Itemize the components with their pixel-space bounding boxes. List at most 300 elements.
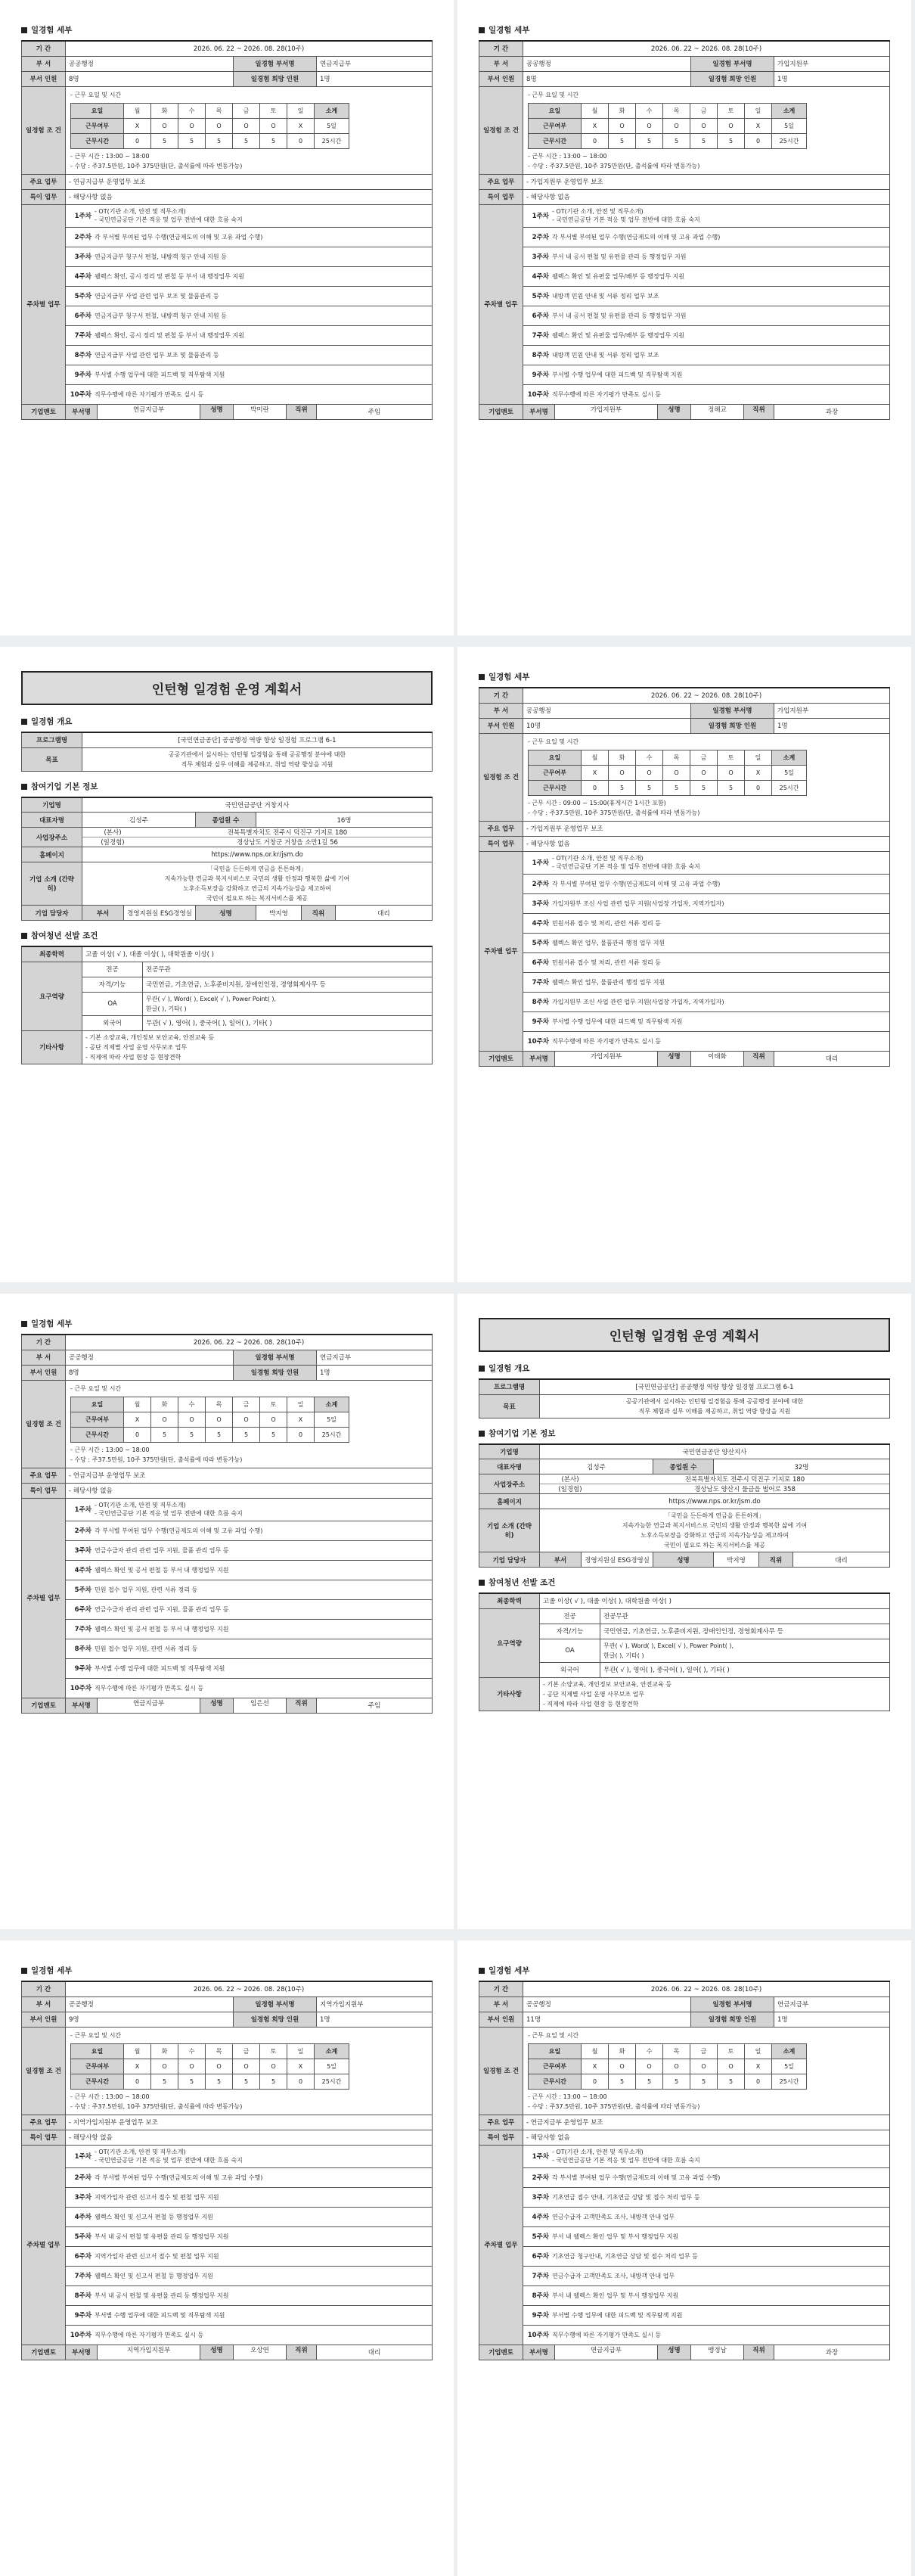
hours-cell: 5 bbox=[718, 780, 745, 795]
day-cell: 수 bbox=[178, 2043, 206, 2059]
week-row bbox=[22, 325, 433, 345]
hours-cell: 0 bbox=[582, 780, 609, 795]
week-row bbox=[479, 2167, 890, 2187]
week-task: - OT(기관 소개, 안전 및 직무소개) - 국민연금공단 기본 적응 및 업무 전반에 대한 흐름 숙지 bbox=[95, 2149, 243, 2164]
week-task: 연금수급자 관리 관련 업무 지원, 물품 관리 업무 등 bbox=[95, 1546, 229, 1554]
work-cell: X bbox=[582, 2059, 609, 2074]
week-task: 각 부서별 부여된 업무 수행(연금제도의 이해 및 고유 과업 수행) bbox=[552, 233, 721, 241]
day-cell: 수 bbox=[636, 103, 663, 118]
work-cell: O bbox=[609, 118, 636, 133]
week-number: 10주차 bbox=[527, 2332, 549, 2339]
day-cell: 일 bbox=[287, 2043, 315, 2059]
square-bullet-icon bbox=[479, 1431, 485, 1437]
week-row bbox=[479, 365, 890, 384]
work-cell: O bbox=[690, 118, 718, 133]
week-row bbox=[22, 1580, 433, 1599]
hours-cell: 5 bbox=[260, 2074, 287, 2089]
homepage-link[interactable]: https://www.nps.or.kr/jsm.do bbox=[540, 1494, 890, 1509]
week-row bbox=[22, 1639, 433, 1658]
overview-table: 프로그램명 [국민연금공단] 공공행정 역량 향상 일경험 프로그램 6-1 목표 공공기관에서 실시하는 인턴형 일경험을 통해 공공행정 분야에 대한 직무 체험과 실무 이해를 제공하고, 취업 역량 향상을 지원 bbox=[479, 1378, 890, 1419]
week-row bbox=[479, 247, 890, 266]
week-number: 6주차 bbox=[74, 312, 92, 320]
day-cell: 월 bbox=[582, 2043, 609, 2059]
week-row bbox=[479, 874, 890, 893]
hours-cell: 5 bbox=[233, 1427, 260, 1442]
day-cell: 일 bbox=[287, 103, 315, 118]
work-cell: O bbox=[233, 2059, 260, 2074]
week-task: 기초연금 접수 안내, 기초연금 상담 및 접수 처리 업무 등 bbox=[552, 2193, 700, 2201]
week-number: 8주차 bbox=[74, 2292, 92, 2300]
section-title: 참여청년 선발 조건 bbox=[479, 1577, 890, 1588]
work-cell: O bbox=[178, 1412, 206, 1427]
week-row bbox=[22, 2167, 433, 2187]
week-task: 부서별 수행 업무에 대한 피드백 및 직무탐색 지원 bbox=[95, 2311, 225, 2319]
week-number: 2주차 bbox=[532, 881, 549, 888]
work-cell: O bbox=[206, 2059, 233, 2074]
week-task: 직무수행에 따른 자기평가 만족도 실시 등 bbox=[552, 390, 662, 398]
hours-cell: 5 bbox=[718, 2074, 745, 2089]
work-cell: X bbox=[287, 1412, 315, 1427]
section-title: 일경험 세부 bbox=[479, 24, 890, 36]
week-number: 6주차 bbox=[532, 959, 549, 967]
week-task: 직무수행에 따른 자기평가 만족도 실시 등 bbox=[95, 2331, 204, 2338]
schedule-table: 요일 월 화 수 목 금 토 일 소계 근무여부 X O O O O O X 5일 근무시간 0 5 5 5 5 5 0 25시간 bbox=[528, 2043, 807, 2090]
week-number: 2주차 bbox=[74, 1527, 92, 1535]
week-task: 웰렉스 확인 및 유편물 업무/배부 등 행정업무 지원 bbox=[552, 272, 685, 280]
week-row: 주차별 업무 1주차 - OT(기관 소개, 안전 및 직무소개) - 국민연금공단 기본 적응 및 업무 전반에 대한 흐름 숙지 bbox=[22, 1498, 433, 1521]
week-row bbox=[479, 1011, 890, 1031]
schedule-table: 요일 월 화 수 목 금 토 일 소계 근무여부 X O O O O O X 5일 근무시간 0 5 5 5 5 5 0 25시간 bbox=[528, 750, 807, 796]
hours-cell: 5 bbox=[690, 133, 718, 148]
week-row bbox=[479, 913, 890, 933]
section-title: 일경험 개요 bbox=[21, 716, 433, 727]
week-task: 연금지급부 사업 관련 업무 보조 및 물품관리 등 bbox=[95, 351, 219, 359]
week-number: 2주차 bbox=[532, 2174, 549, 2182]
work-cell: X bbox=[745, 2059, 772, 2074]
week-row bbox=[479, 2285, 890, 2305]
square-bullet-icon bbox=[479, 1580, 485, 1586]
week-row bbox=[479, 2305, 890, 2325]
day-cell: 일 bbox=[745, 750, 772, 765]
detail-table: 기 간 2026. 06. 22 ~ 2026. 08. 28(10주) 부 서 공공행정 일경험 부서명 연금지급부 부서 인원 8명 일경험 희망 인원 1명 일경험 조 건 - 근무 요일 및 시간 요일 월 화 수 목 금 토 일 소계 근무여부 X O O O O O X 5일 근무시간 0 5 5 5 5 5 0 25시간 - 근무 시간 : 13:00 ~ 18:00 - 수당 : 주37.5만원, 10주 375만원(단, 출석률에 따라 변동가능) 주요 업무 - 연금지급부 운영업무 보조 특이 업무 - 해당사항 없음 주차별 업무 1주차 - OT(기관 소개, 안전 및 직무소개) - 국민연금공단 기본 적응 및 업무 전반에 대한 흐름 숙지 2주차 각 부서별 부여된 업무 수행(연금제도의 이해 및 고유 과업 수행) 3주차 연금지급부 청구서 편철, 내방객 청구 안내 지원 등 4주차 웰렉스 확인, 공시 정리 및 편철 등 부서 내 행정업무 지원 5주차 연금지급부 사업 관련 업무 보조 및 물품관리 등 6주차 연금지급부 청구서 편철, 내방객 청구 안내 지원 등 7주차 웰렉스 확인, 공시 정리 및 편철 등 부서 내 행정업무 지원 8주차 연금지급부 사업 관련 업무 보조 및 물품관리 등 9주차 부서별 수행 업무에 대한 피드백 및 직무탐색 지원 10주차 직무수행에 따른 자기평가 만족도 실시 등 기업멘토 부서명 연금지급부 성명 박미란 직위 주임 bbox=[21, 40, 433, 420]
section-title: 일경험 세부 bbox=[21, 24, 433, 36]
section-title: 참여기업 기본 정보 bbox=[479, 1428, 890, 1439]
day-cell: 목 bbox=[206, 1397, 233, 1412]
week-row bbox=[479, 972, 890, 992]
square-bullet-icon bbox=[21, 27, 27, 33]
week-number: 1주차 bbox=[74, 1506, 92, 1514]
work-cell: X bbox=[745, 765, 772, 780]
section-title: 일경험 세부 bbox=[479, 1965, 890, 1976]
work-cell: O bbox=[151, 118, 178, 133]
square-bullet-icon bbox=[479, 674, 485, 680]
week-task: 직무수행에 따른 자기평가 만족도 실시 등 bbox=[95, 1684, 204, 1692]
schedule-table: 요일 월 화 수 목 금 토 일 소계 근무여부 X O O O O O X 5일 근무시간 0 5 5 5 5 5 0 25시간 bbox=[528, 103, 807, 149]
day-cell: 수 bbox=[636, 750, 663, 765]
week-task: 직무수행에 따른 자기평가 만족도 실시 등 bbox=[552, 1037, 662, 1045]
section-title: 일경험 개요 bbox=[479, 1363, 890, 1374]
work-cell: O bbox=[718, 118, 745, 133]
week-number: 10주차 bbox=[70, 2332, 92, 2339]
day-cell: 금 bbox=[690, 750, 718, 765]
week-number: 5주차 bbox=[532, 940, 549, 947]
hours-cell: 5 bbox=[690, 2074, 718, 2089]
schedule-table: 요일 월 화 수 목 금 토 일 소계 근무여부 X O O O O O X 5일 근무시간 0 5 5 5 5 5 0 25시간 bbox=[70, 103, 349, 149]
day-cell: 월 bbox=[124, 2043, 151, 2059]
hours-cell: 5 bbox=[636, 133, 663, 148]
hours-cell: 5 bbox=[718, 133, 745, 148]
work-cell: O bbox=[206, 118, 233, 133]
hours-cell: 0 bbox=[287, 133, 315, 148]
week-task: 부서별 수행 업무에 대한 피드백 및 직무탐색 지원 bbox=[95, 371, 225, 378]
work-cell: O bbox=[260, 2059, 287, 2074]
preference-table: 최종학력 고졸 이상( √ ), 대졸 이상( ), 대학원졸 이상( ) 요구역량 전공 전공무관 자격/기능 국민연금, 기초연금, 노후준비지원, 장애인인정, 경영회계사무 등 OA 무관( √ ), Word( ), Excel( √ ), Power Point( ), 한글( ), 기타( ) 외국어 무관( √ ), 영어( ), 중국어( ), 일어( ), 기타( ) 기타사항 - 기본 소양교육, 개인정보 보안교육, 안전교육 등 - 공단 직제별 사업 운영 사무보조 업무 - 직제에 따라 사업 현장 등 현장견학 bbox=[21, 946, 433, 1064]
square-bullet-icon bbox=[21, 933, 27, 939]
week-number: 8주차 bbox=[532, 999, 549, 1006]
week-task: 부서 내 공서 편철 및 유편물 관리 등 행정업무 지원 bbox=[95, 2292, 229, 2299]
week-row bbox=[479, 2226, 890, 2246]
section-title: 참여청년 선발 조건 bbox=[21, 930, 433, 941]
week-task: 웰렉스 확인 및 유편물 업무/배부 등 행정업무 지원 bbox=[552, 331, 685, 339]
work-cell: O bbox=[178, 118, 206, 133]
week-task: 연금지급부 청구서 편철, 내방객 청구 안내 지원 등 bbox=[95, 253, 227, 260]
work-cell: O bbox=[663, 2059, 690, 2074]
page-title: 인턴형 일경험 운영 계획서 bbox=[479, 1318, 890, 1352]
week-row bbox=[479, 2246, 890, 2266]
week-task: 웰렉스 확인 및 신고서 편철 등 행정업무 지원 bbox=[95, 2272, 213, 2279]
section-title: 일경험 세부 bbox=[21, 1965, 433, 1976]
week-row bbox=[22, 345, 433, 365]
hours-cell: 5 bbox=[636, 780, 663, 795]
hours-cell: 5 bbox=[609, 780, 636, 795]
week-number: 9주차 bbox=[532, 371, 549, 379]
plan-page bbox=[0, 647, 454, 1282]
day-cell: 수 bbox=[178, 1397, 206, 1412]
day-cell: 금 bbox=[690, 2043, 718, 2059]
square-bullet-icon bbox=[479, 1968, 485, 1974]
week-number: 3주차 bbox=[74, 2194, 92, 2202]
hours-cell: 5 bbox=[260, 133, 287, 148]
detail-page bbox=[0, 1941, 454, 2576]
week-row bbox=[22, 286, 433, 306]
plan-page bbox=[458, 1294, 911, 1929]
day-cell: 토 bbox=[260, 1397, 287, 1412]
work-cell: O bbox=[609, 2059, 636, 2074]
week-number: 2주차 bbox=[532, 234, 549, 241]
hours-cell: 0 bbox=[745, 780, 772, 795]
hours-cell: 5 bbox=[690, 780, 718, 795]
week-row bbox=[479, 325, 890, 345]
week-task: 부서 내 웰렉스 확인 업무 및 부서 행정업무 지원 bbox=[552, 2233, 679, 2240]
week-number: 7주차 bbox=[532, 2273, 549, 2280]
week-task: 직무수행에 따른 자기평가 만족도 실시 등 bbox=[95, 390, 204, 398]
week-task: 민원 접수 업무 지원, 관련 서류 정리 등 bbox=[95, 1645, 198, 1652]
work-cell: O bbox=[690, 2059, 718, 2074]
hours-cell: 5 bbox=[178, 2074, 206, 2089]
detail-table: 기 간 2026. 06. 22 ~ 2026. 08. 28(10주) 부 서 공공행정 일경험 부서명 가입지원부 부서 인원 8명 일경험 희망 인원 1명 일경험 조 건 - 근무 요일 및 시간 요일 월 화 수 목 금 토 일 소계 근무여부 X O O O O O X 5일 근무시간 0 5 5 5 5 5 0 25시간 - 근무 시간 : 13:00 ~ 18:00 - 수당 : 주37.5만원, 10주 375만원(단, 출석률에 따라 변동가능) 주요 업무 - 가입지원부 운영업무 보조 특이 업무 - 해당사항 없음 주차별 업무 1주차 - OT(기관 소개, 안전 및 직무소개) - 국민연금공단 기본 적응 및 업무 전반에 대한 흐름 숙지 2주차 각 부서별 부여된 업무 수행(연금제도의 이해 및 고유 과업 수행) 3주차 부서 내 공서 편철 및 유편물 관리 등 행정업무 지원 4주차 웰렉스 확인 및 유편물 업무/배부 등 행정업무 지원 5주차 내방객 민원 안내 및 서류 정리 업무 보조 6주차 부서 내 공서 편철 및 유편물 관리 등 행정업무 지원 7주차 웰렉스 확인 및 유편물 업무/배부 등 행정업무 지원 8주차 내방객 민원 안내 및 서류 정리 업무 보조 9주차 부서별 수행 업무에 대한 피드백 및 직무탐색 지원 10주차 직무수행에 따른 자기평가 만족도 실시 등 기업멘토 부서명 가입지원부 성명 정해교 직위 과장 bbox=[479, 40, 890, 420]
work-cell: O bbox=[609, 765, 636, 780]
day-cell: 목 bbox=[206, 2043, 233, 2059]
week-row bbox=[22, 2266, 433, 2285]
week-number: 5주차 bbox=[74, 293, 92, 300]
week-row bbox=[479, 2325, 890, 2345]
week-task: 연금지급부 사업 관련 업무 보조 및 물품관리 등 bbox=[95, 292, 219, 300]
week-row bbox=[22, 1619, 433, 1639]
hours-cell: 0 bbox=[287, 2074, 315, 2089]
week-row bbox=[22, 306, 433, 325]
week-task: 연금수급자 고객만족도 조사, 내방객 안내 업무 bbox=[552, 2272, 675, 2279]
week-number: 7주차 bbox=[532, 332, 549, 340]
week-number: 2주차 bbox=[74, 234, 92, 241]
work-cell: O bbox=[151, 2059, 178, 2074]
week-row bbox=[479, 893, 890, 913]
day-cell: 토 bbox=[260, 103, 287, 118]
square-bullet-icon bbox=[21, 1968, 27, 1974]
hours-cell: 5 bbox=[206, 1427, 233, 1442]
week-number: 6주차 bbox=[532, 2253, 549, 2261]
page-title: 인턴형 일경험 운영 계획서 bbox=[21, 671, 433, 705]
hours-cell: 5 bbox=[233, 2074, 260, 2089]
hours-cell: 5 bbox=[151, 2074, 178, 2089]
week-task: 내방객 민원 안내 및 서류 정리 업무 보조 bbox=[552, 351, 659, 359]
week-number: 1주차 bbox=[532, 859, 549, 867]
week-row bbox=[22, 2207, 433, 2226]
day-cell: 화 bbox=[151, 1397, 178, 1412]
week-number: 4주차 bbox=[74, 273, 92, 281]
work-cell: O bbox=[260, 118, 287, 133]
day-cell: 목 bbox=[663, 750, 690, 765]
work-cell: O bbox=[206, 1412, 233, 1427]
week-number: 10주차 bbox=[70, 391, 92, 399]
week-row bbox=[479, 306, 890, 325]
hours-cell: 0 bbox=[124, 1427, 151, 1442]
work-cell: X bbox=[287, 2059, 315, 2074]
work-cell: X bbox=[124, 1412, 151, 1427]
week-row bbox=[22, 227, 433, 247]
day-cell: 금 bbox=[690, 103, 718, 118]
week-task: 각 부서별 부여된 업무 수행(연금제도의 이해 및 고유 과업 수행) bbox=[95, 2174, 263, 2181]
week-task: 연금수급자 고객만족도 조사, 내방객 안내 업무 bbox=[552, 2213, 675, 2220]
week-row bbox=[479, 992, 890, 1011]
week-row bbox=[479, 952, 890, 972]
week-number: 3주차 bbox=[532, 2194, 549, 2202]
week-task: - OT(기관 소개, 안전 및 직무소개) - 국민연금공단 기본 적응 및 업무 전반에 대한 흐름 숙지 bbox=[552, 855, 700, 870]
work-cell: O bbox=[636, 118, 663, 133]
day-cell: 화 bbox=[609, 2043, 636, 2059]
week-number: 2주차 bbox=[74, 2174, 92, 2182]
week-number: 4주차 bbox=[74, 2214, 92, 2221]
week-task: - OT(기관 소개, 안전 및 직무소개) - 국민연금공단 기본 적응 및 업무 전반에 대한 흐름 숙지 bbox=[95, 1502, 243, 1517]
detail-page bbox=[458, 647, 911, 1282]
hours-cell: 5 bbox=[206, 133, 233, 148]
work-cell: O bbox=[718, 765, 745, 780]
week-number: 5주차 bbox=[74, 1586, 92, 1594]
week-task: 지역가입자 관련 신고서 접수 및 편철 업무 지원 bbox=[95, 2252, 219, 2260]
work-cell: O bbox=[178, 2059, 206, 2074]
day-cell: 목 bbox=[663, 103, 690, 118]
week-number: 8주차 bbox=[532, 2292, 549, 2300]
week-number: 8주차 bbox=[74, 1645, 92, 1653]
day-cell: 금 bbox=[233, 2043, 260, 2059]
work-cell: O bbox=[663, 765, 690, 780]
week-row bbox=[479, 2207, 890, 2226]
day-cell: 토 bbox=[718, 2043, 745, 2059]
week-number: 10주차 bbox=[527, 1038, 549, 1046]
homepage-link[interactable]: https://www.nps.or.kr/jsm.do bbox=[82, 847, 433, 862]
work-cell: X bbox=[287, 118, 315, 133]
hours-cell: 0 bbox=[745, 2074, 772, 2089]
day-cell: 월 bbox=[124, 103, 151, 118]
week-row bbox=[479, 2266, 890, 2285]
hours-cell: 5 bbox=[206, 2074, 233, 2089]
week-task: 웰렉스 확인 업무, 물품관리 행정 업무 지원 bbox=[552, 939, 665, 946]
week-task: 민원 접수 업무 지원, 관련 서류 정리 등 bbox=[95, 1586, 198, 1593]
week-number: 8주차 bbox=[532, 352, 549, 359]
week-task: 연금수급자 관리 관련 업무 지원, 물품 관리 업무 등 bbox=[95, 1605, 229, 1613]
week-row bbox=[479, 2187, 890, 2207]
week-row bbox=[22, 1540, 433, 1560]
week-number: 9주차 bbox=[74, 2312, 92, 2320]
week-number: 7주차 bbox=[532, 979, 549, 987]
week-row bbox=[479, 384, 890, 404]
week-row bbox=[22, 2285, 433, 2305]
week-task: 각 부서별 부여된 업무 수행(연금제도의 이해 및 고유 과업 수행) bbox=[95, 1527, 263, 1534]
week-number: 3주차 bbox=[74, 253, 92, 261]
week-task: 각 부서별 부여된 업무 수행(연금제도의 이해 및 고유 과업 수행) bbox=[552, 2174, 721, 2181]
week-number: 3주차 bbox=[532, 253, 549, 261]
work-cell: O bbox=[718, 2059, 745, 2074]
day-cell: 일 bbox=[287, 1397, 315, 1412]
week-task: 기초연금 청구안내, 기초연금 상담 및 접수 처리 업무 등 bbox=[552, 2252, 698, 2260]
detail-page bbox=[0, 0, 454, 635]
week-row: 주차별 업무 1주차 - OT(기관 소개, 안전 및 직무소개) - 국민연금공단 기본 적응 및 업무 전반에 대한 흐름 숙지 bbox=[479, 204, 890, 227]
week-row bbox=[479, 266, 890, 286]
hours-cell: 0 bbox=[287, 1427, 315, 1442]
hours-cell: 5 bbox=[663, 133, 690, 148]
detail-page bbox=[458, 1941, 911, 2576]
hours-cell: 0 bbox=[124, 133, 151, 148]
week-task: - OT(기관 소개, 안전 및 직무소개) - 국민연금공단 기본 적응 및 업무 전반에 대한 흐름 숙지 bbox=[95, 208, 243, 223]
week-row bbox=[479, 227, 890, 247]
hours-cell: 5 bbox=[260, 1427, 287, 1442]
square-bullet-icon bbox=[479, 27, 485, 33]
week-row bbox=[22, 2187, 433, 2207]
section-title: 참여기업 기본 정보 bbox=[21, 781, 433, 792]
week-row bbox=[22, 1678, 433, 1698]
work-cell: O bbox=[233, 1412, 260, 1427]
work-cell: O bbox=[663, 118, 690, 133]
work-cell: O bbox=[636, 765, 663, 780]
section-title: 일경험 세부 bbox=[479, 671, 890, 682]
detail-table: 기 간 2026. 06. 22 ~ 2026. 08. 28(10주) 부 서 공공행정 일경험 부서명 연금지급부 부서 인원 11명 일경험 희망 인원 1명 일경험 조 건 - 근무 요일 및 시간 요일 월 화 수 목 금 토 일 소계 근무여부 X O O O O O X 5일 근무시간 0 5 5 5 5 5 0 25시간 - 근무 시간 : 13:00 ~ 18:00 - 수당 : 주37.5만원, 10주 375만원(단, 출석률에 따라 변동가능) 주요 업무 - 연금지급부 운영업무 보조 특이 업무 - 해당사항 없음 주차별 업무 1주차 - OT(기관 소개, 안전 및 직무소개) - 국민연금공단 기본 적응 및 업무 전반에 대한 흐름 숙지 2주차 각 부서별 부여된 업무 수행(연금제도의 이해 및 고유 과업 수행) 3주차 기초연금 접수 안내, 기초연금 상담 및 접수 처리 업무 등 4주차 연금수급자 고객만족도 조사, 내방객 안내 업무 5주차 부서 내 웰렉스 확인 업무 및 부서 행정업무 지원 6주차 기초연금 청구안내, 기초연금 상담 및 접수 처리 업무 등 7주차 연금수급자 고객만족도 조사, 내방객 안내 업무 8주차 부서 내 웰렉스 확인 업무 및 부서 행정업무 지원 9주차 부서별 수행 업무에 대한 피드백 및 직무탐색 지원 10주차 직무수행에 따른 자기평가 만족도 실시 등 기업멘토 부서명 연금지급부 성명 맹정남 직위 과장 bbox=[479, 1981, 890, 2360]
week-row bbox=[22, 2325, 433, 2345]
work-cell: X bbox=[745, 118, 772, 133]
week-task: 부서별 수행 업무에 대한 피드백 및 직무탐색 지원 bbox=[95, 1664, 225, 1672]
week-number: 6주차 bbox=[74, 1606, 92, 1614]
week-number: 3주차 bbox=[74, 1547, 92, 1555]
week-task: 웰렉스 확인 및 공서 편철 등 부서 내 행정업무 지원 bbox=[95, 1566, 229, 1574]
week-number: 7주차 bbox=[74, 332, 92, 340]
week-task: 가입자원부 조신 사업 관련 업무 지원(사업장 가입자, 지역가입자) bbox=[552, 900, 724, 907]
week-task: 부서 내 웰렉스 확인 업무 및 부서 행정업무 지원 bbox=[552, 2292, 679, 2299]
work-cell: X bbox=[582, 765, 609, 780]
week-number: 4주차 bbox=[74, 1567, 92, 1574]
week-number: 9주차 bbox=[532, 2312, 549, 2320]
week-number: 4주차 bbox=[532, 273, 549, 281]
schedule-table: 요일 월 화 수 목 금 토 일 소계 근무여부 X O O O O O X 5일 근무시간 0 5 5 5 5 5 0 25시간 bbox=[70, 1397, 349, 1443]
week-task: 웰렉스 확인, 공시 정리 및 편철 등 부서 내 행정업무 지원 bbox=[95, 272, 244, 280]
week-number: 4주차 bbox=[532, 920, 549, 928]
day-cell: 월 bbox=[582, 103, 609, 118]
hours-cell: 0 bbox=[582, 133, 609, 148]
company-table: 기업명 국민연금공단 양산지사 대표자명 김성주 종업원 수 32명 사업장주소 (본사) 전북특별자치도 전주시 덕진구 기지로 180 (일경험) 경상남도 양산시 물금읍 범어로 358 홈페이지 https://www.nps.or.kr/jsm.do 기업 소개 (간략히) 「국민을 든든하게 연금을 튼튼하게」 지속가능한 연금과 복지서비스로 국민의 생활 안정과 행복한 삶에 기여 노후소득보장을 강화하고 연금의 지속가능성을 제고하여 국민이 필요로 하는 복지서비스를 제공 기업 담당자 부서 경영지원실 ESG경영실 성명 박지영 직위 대리 bbox=[479, 1443, 890, 1568]
hours-cell: 0 bbox=[124, 2074, 151, 2089]
week-task: 부서별 수행 업무에 대한 피드백 및 직무탐색 지원 bbox=[552, 2311, 683, 2319]
week-row: 주차별 업무 1주차 - OT(기관 소개, 안전 및 직무소개) - 국민연금공단 기본 적응 및 업무 전반에 대한 흐름 숙지 bbox=[22, 2145, 433, 2167]
hours-cell: 5 bbox=[609, 133, 636, 148]
week-task: 각 부서별 부여된 업무 수행(연금제도의 이해 및 고유 과업 수행) bbox=[552, 880, 721, 887]
week-row bbox=[22, 384, 433, 404]
week-row: 주차별 업무 1주차 - OT(기관 소개, 안전 및 직무소개) - 국민연금공단 기본 적응 및 업무 전반에 대한 흐름 숙지 bbox=[479, 2145, 890, 2167]
week-task: 부서 내 공서 편철 및 유편물 관리 등 행정업무 지원 bbox=[552, 312, 687, 319]
day-cell: 토 bbox=[260, 2043, 287, 2059]
square-bullet-icon bbox=[21, 719, 27, 725]
week-number: 10주차 bbox=[527, 391, 549, 399]
day-cell: 토 bbox=[718, 750, 745, 765]
day-cell: 금 bbox=[233, 1397, 260, 1412]
week-task: 부서별 수행 업무에 대한 피드백 및 직무탐색 지원 bbox=[552, 1018, 683, 1025]
week-number: 3주차 bbox=[532, 900, 549, 908]
week-number: 9주차 bbox=[74, 1665, 92, 1673]
hours-cell: 5 bbox=[663, 780, 690, 795]
company-table: 기업명 국민연금공단 거창지사 대표자명 김성주 종업원 수 16명 사업장주소 (본사) 전북특별자치도 전주시 덕진구 기지로 180 (일경험) 경상남도 거창군 거창읍 소만1길 56 홈페이지 https://www.nps.or.kr/jsm.do 기업 소개 (간략히) 「국민을 든든하게 연금을 튼튼하게」 지속가능한 연금과 복지서비스로 국민의 생활 안정과 행복한 삶에 기여 노후소득보장을 강화하고 연금의 지속가능성을 제고하여 국민이 필요로 하는 복지서비스를 제공 기업 담당자 부서 경영지원실 ESG경영실 성명 박지영 직위 대리 bbox=[21, 797, 433, 921]
week-row bbox=[22, 1560, 433, 1580]
week-number: 10주차 bbox=[70, 1685, 92, 1692]
week-number: 5주차 bbox=[532, 2233, 549, 2241]
week-number: 5주차 bbox=[74, 2233, 92, 2241]
week-row bbox=[22, 247, 433, 266]
week-number: 8주차 bbox=[74, 352, 92, 359]
detail-table: 기 간 2026. 06. 22 ~ 2026. 08. 28(10주) 부 서 공공행정 일경험 부서명 가입지원부 부서 인원 10명 일경험 희망 인원 1명 일경험 조 건 - 근무 요일 및 시간 요일 월 화 수 목 금 토 일 소계 근무여부 X O O O O O X 5일 근무시간 0 5 5 5 5 5 0 25시간 - 근무 시간 : 09:00 ~ 15:00(휴게시간 1시간 포함) - 수당 : 주37.5만원, 10주 375만원(단, 출석률에 따라 변동가능) 주요 업무 - 가입지원부 운영업무 보조 특이 업무 - 해당사항 없음 주차별 업무 1주차 - OT(기관 소개, 안전 및 직무소개) - 국민연금공단 기본 적응 및 업무 전반에 대한 흐름 숙지 2주차 각 부서별 부여된 업무 수행(연금제도의 이해 및 고유 과업 수행) 3주차 가입자원부 조신 사업 관련 업무 지원(사업장 가입자, 지역가입자) 4주차 민원서류 접수 및 처리, 관련 서류 정리 등 5주차 웰렉스 확인 업무, 물품관리 행정 업무 지원 6주차 민원서류 접수 및 처리, 관련 서류 정리 등 7주차 웰렉스 확인 업무, 물품관리 행정 업무 지원 8주차 가입지원부 조신 사업 관련 업무 지원(사업장 가입자, 지역가입자) 9주차 부서별 수행 업무에 대한 피드백 및 직무탐색 지원 10주차 직무수행에 따른 자기평가 만족도 실시 등 기업멘토 부서명 가입지원부 성명 이태화 직위 대리 bbox=[479, 687, 890, 1067]
week-number: 6주차 bbox=[74, 2253, 92, 2261]
week-row bbox=[479, 933, 890, 952]
week-number: 9주차 bbox=[74, 371, 92, 379]
week-task: 연금지급부 청구서 편철, 내방객 청구 안내 지원 등 bbox=[95, 312, 227, 319]
week-task: 웰렉스 확인, 공시 정리 및 편철 등 부서 내 행정업무 지원 bbox=[95, 331, 244, 339]
week-row bbox=[22, 365, 433, 384]
work-cell: O bbox=[260, 1412, 287, 1427]
work-cell: O bbox=[151, 1412, 178, 1427]
week-task: 가입지원부 조신 사업 관련 업무 지원(사업장 가입자, 지역가입자) bbox=[552, 998, 724, 1005]
day-cell: 월 bbox=[124, 1397, 151, 1412]
day-cell: 목 bbox=[206, 103, 233, 118]
hours-cell: 5 bbox=[151, 1427, 178, 1442]
day-cell: 화 bbox=[151, 103, 178, 118]
square-bullet-icon bbox=[21, 1321, 27, 1327]
week-task: 부서 내 공서 편철 및 유편물 관리 등 행정업무 지원 bbox=[552, 253, 687, 260]
week-row bbox=[479, 286, 890, 306]
hours-cell: 5 bbox=[178, 1427, 206, 1442]
work-cell: O bbox=[690, 765, 718, 780]
week-row bbox=[22, 266, 433, 286]
hours-cell: 5 bbox=[233, 133, 260, 148]
day-cell: 화 bbox=[609, 750, 636, 765]
day-cell: 수 bbox=[178, 103, 206, 118]
week-number: 1주차 bbox=[74, 213, 92, 220]
overview-table: 프로그램명 [국민연금공단] 공공행정 역량 향상 일경험 프로그램 6-1 목표 공공기관에서 실시하는 인턴형 일경험을 통해 공공행정 분야에 대한 직무 체험과 실무 이해를 제공하고, 취업 역량 향상을 지원 bbox=[21, 732, 433, 772]
week-row: 주차별 업무 1주차 - OT(기관 소개, 안전 및 직무소개) - 국민연금공단 기본 적응 및 업무 전반에 대한 흐름 숙지 bbox=[479, 851, 890, 874]
day-cell: 화 bbox=[609, 103, 636, 118]
